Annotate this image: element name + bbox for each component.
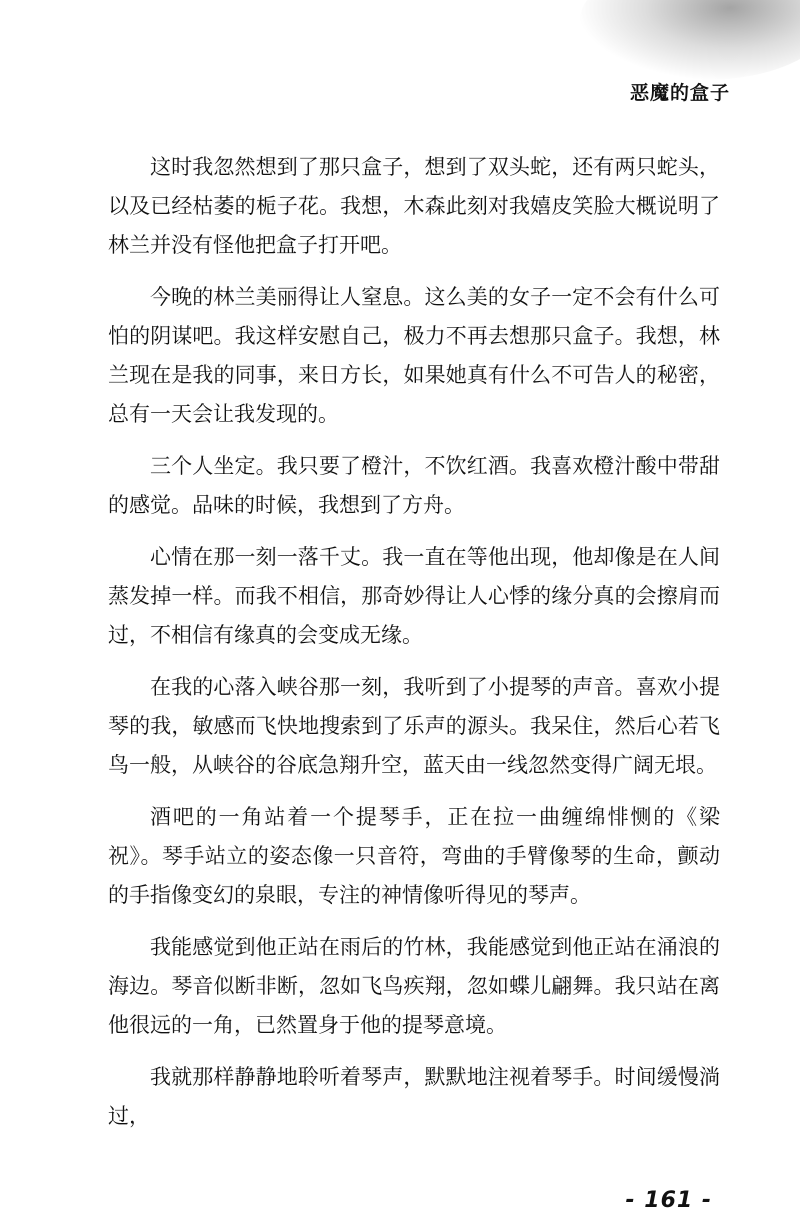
paragraph-8: 我就那样静静地聆听着琴声，默默地注视着琴手。时间缓慢淌过， <box>108 1065 720 1128</box>
paragraph-4: 心情在那一刻一落千丈。我一直在等他出现，他却像是在人间蒸发掉一样。而我不相信，那奇妙得让人心悸的缘分真的会擦肩而过，不相信有缘真的会变成无缘。 <box>108 545 720 647</box>
paragraph-3: 三个人坐定。我只要了橙汁，不饮红酒。我喜欢橙汁酸中带甜的感觉。品味的时候，我想到了方舟。 <box>108 454 720 517</box>
body-text <box>108 148 720 1149</box>
page-number: - 161 - <box>625 1188 712 1213</box>
paragraph-7: 我能感觉到他正站在雨后的竹林，我能感觉到他正站在涌浪的海边。琴音似断非断，忽如飞鸟疾翔，忽如蝶儿翩舞。我只站在离他很远的一角，已然置身于他的提琴意境。 <box>108 935 720 1037</box>
paragraph-2: 今晚的林兰美丽得让人窒息。这么美的女子一定不会有什么可怕的阴谋吧。我这样安慰自己，极力不再去想那只盒子。我想，林兰现在是我的同事，来日方长，如果她真有什么不可告人的秘密，总有一天会让我发现的。 <box>108 285 720 426</box>
scan-smudge-decoration <box>580 0 800 80</box>
paragraph-5: 在我的心落入峡谷那一刻，我听到了小提琴的声音。喜欢小提琴的我，敏感而飞快地搜索到了乐声的源头。我呆住，然后心若飞鸟一般，从峡谷的谷底急翔升空，蓝天由一线忽然变得广阔无垠。 <box>108 675 720 777</box>
paragraph-1: 这时我忽然想到了那只盒子，想到了双头蛇，还有两只蛇头，以及已经枯萎的栀子花。我想，木森此刻对我嬉皮笑脸大概说明了林兰并没有怪他把盒子打开吧。 <box>108 155 720 257</box>
running-head-title: 恶魔的盒子 <box>629 82 730 104</box>
paragraph-6: 酒吧的一角站着一个提琴手，正在拉一曲缠绵悱恻的《梁祝》。琴手站立的姿态像一只音符，弯曲的手臂像琴的生命，颤动的手指像变幻的泉眼，专注的神情像听得见的琴声。 <box>108 805 720 907</box>
